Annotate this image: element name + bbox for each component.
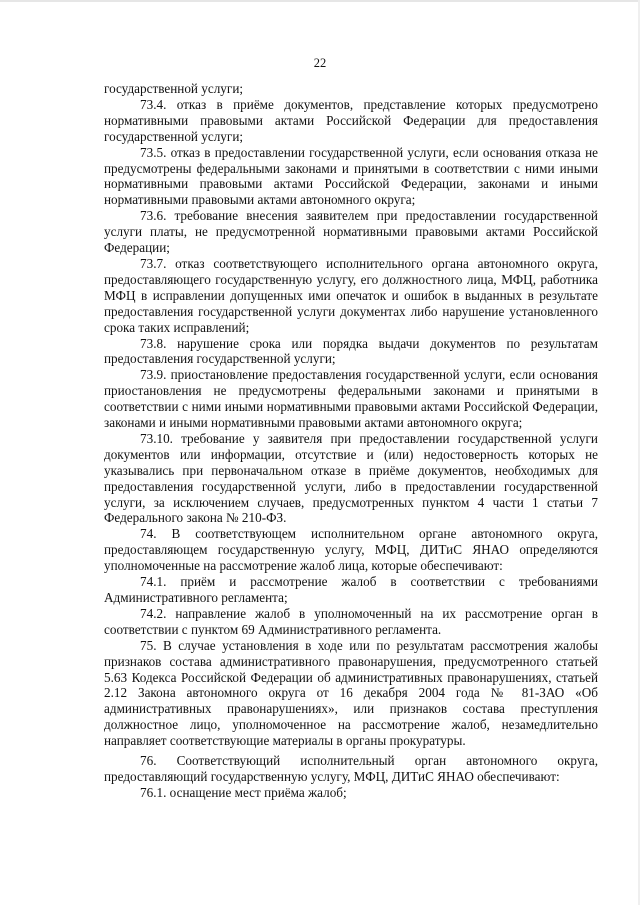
paragraph-73-7: 73.7. отказ соответствующего исполнительного органа автономного округа, предоставляющего государственную услугу, его должностного лица, МФЦ, работника МФЦ в исправлении допущенных ими опечаток и ошибок в выданных в результате предоставления государственной услуги документах либо нарушение установленного срока таких исправлений; bbox=[104, 255, 598, 335]
paragraph-73-10: 73.10. требование у заявителя при предоставлении государственной услуги документов или информации, отсутствие и (или) недостоверность которых не указывались при первоначальном отказе в приёме документов, необходимых для предоставления государственной услуги, либо в предоставлении государственной услуги, за исключением случаев, предусмотренных пунктом 4 части 1 статьи 7 Федерального закона № 210-ФЗ. bbox=[104, 430, 598, 526]
paragraph-74: 74. В соответствующем исполнительном органе автономного округа, предоставляющем государственную услугу, МФЦ, ДИТиС ЯНАО определяются уполномоченные на рассмотрение жалоб лица, которые обеспечивают: bbox=[104, 526, 598, 574]
document-body bbox=[104, 81, 598, 801]
paragraph-73-9: 73.9. приостановление предоставления государственной услуги, если основания приостановления не предусмотрены федеральными законами и принятыми в соответствии с ними иными нормативными правовыми актами Российской Федерации, законами и иными нормативными правовыми актами автономного округа; bbox=[104, 367, 598, 431]
scan-edge-top bbox=[0, 0, 640, 2]
paragraph-73-4: 73.4. отказ в приёме документов, представление которых предусмотрено нормативными правовыми актами Российской Федерации для предоставления государственной услуги; bbox=[104, 96, 598, 144]
paragraph-76-1: 76.1. оснащение мест приёма жалоб; bbox=[140, 784, 347, 800]
paragraph-76: 76. Соответствующий исполнительный орган автономного округа, предоставляющий государственную услугу, МФЦ, ДИТиС ЯНАО обеспечивают: bbox=[104, 753, 598, 784]
paragraph-73-8: 73.8. нарушение срока или порядка выдачи документов по результатам предоставления государственной услуги; bbox=[104, 335, 598, 367]
paragraph-74-2: 74.2. направление жалоб в уполномоченный на их рассмотрение орган в соответствии с пунктом 69 Административного регламента. bbox=[104, 605, 598, 637]
paragraph-74-1: 74.1. приём и рассмотрение жалоб в соответствии с требованиями Административного регламента; bbox=[104, 574, 598, 605]
paragraph-73-5: 73.5. отказ в предоставлении государственной услуги, если основания отказа не предусмотрены федеральными законами и принятыми в соответствии с ними иными нормативными правовыми актами Российской Федерации, законами и иными нормативными правовыми актами автономного округа; bbox=[104, 144, 598, 208]
paragraph-73-6: 73.6. требование внесения заявителем при предоставлении государственной услуги платы, не предусмотренной нормативными правовыми актами Российской Федерации; bbox=[104, 208, 598, 256]
paragraph-75: 75. В случае установления в ходе или по результатам рассмотрения жалобы признаков состава административного правонарушения, предусмотренного статьей 5.63 Кодекса Российской Федерации об административных правонарушениях, статьей 2.12 Закона автономного округа от 16 декабря 2004 года № 81-ЗАО «Об административных правонарушениях», или признаков состава преступления должностное лицо, уполномоченное на рассмотрение жалоб, незамедлительно направляет соответствующие материалы в органы прокуратуры. bbox=[104, 637, 598, 749]
paragraph-continuation: государственной услуги; bbox=[104, 81, 244, 96]
page-number: 22 bbox=[313, 56, 327, 70]
